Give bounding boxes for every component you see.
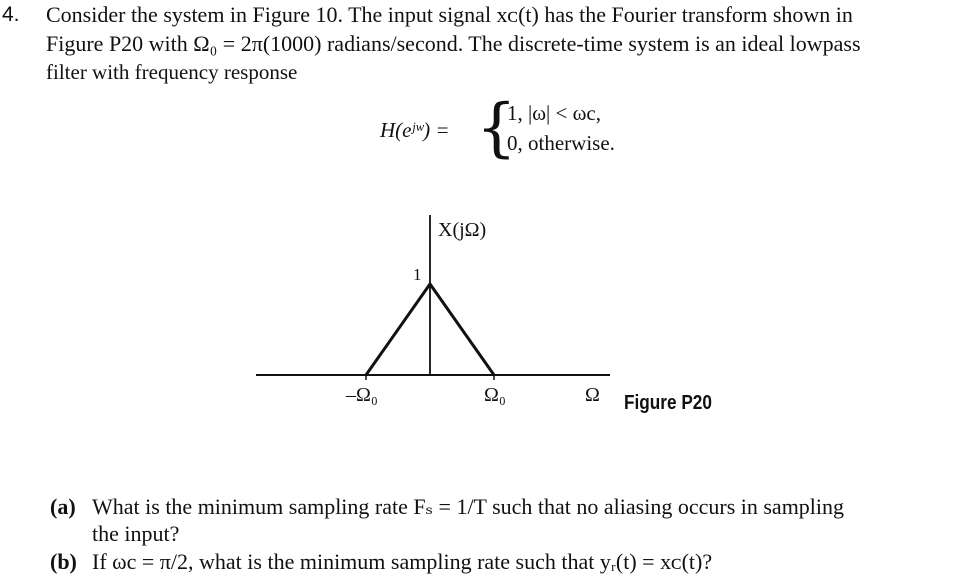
question-a-text: What is the minimum sampling rate Fₛ = 1/T such that no aliasing occurs in sampling [92, 494, 845, 519]
question-a-continued: the input? [92, 521, 180, 546]
question-a-label: (a) [50, 494, 76, 519]
problem-line-3: filter with frequency response [46, 60, 298, 84]
question-b-text: If ωc = π/2, what is the minimum sampling rate such that yᵣ(t) = xᴄ(t)? [92, 549, 713, 574]
peak-label: 1 [413, 265, 422, 284]
problem-number: 4. [2, 3, 20, 26]
question-a [50, 493, 844, 520]
problem-line-2: Figure P20 with Ω₀ = 2π(1000) radians/second. The discrete-time system is an ideal lowpass [46, 31, 861, 56]
pos-omega0-label: Ω₀ [484, 384, 506, 406]
plot-title: X(jΩ) [438, 219, 487, 241]
equation-brace: { [476, 91, 517, 165]
equation-case-1: 1, |ω| < ωc, [507, 101, 601, 125]
figure-caption: Figure P20 [624, 392, 712, 414]
omega-axis-label: Ω [585, 384, 600, 406]
equation-case-2: 0, otherwise. [507, 131, 615, 155]
question-b [50, 548, 712, 575]
neg-omega0-label: –Ω₀ [346, 384, 378, 406]
equation-lhs: H(eʲʷ) = [380, 118, 450, 142]
question-b-label: (b) [50, 549, 77, 574]
problem-line-1: Consider the system in Figure 10. The input signal xᴄ(t) has the Fourier transform shown in [46, 2, 853, 27]
